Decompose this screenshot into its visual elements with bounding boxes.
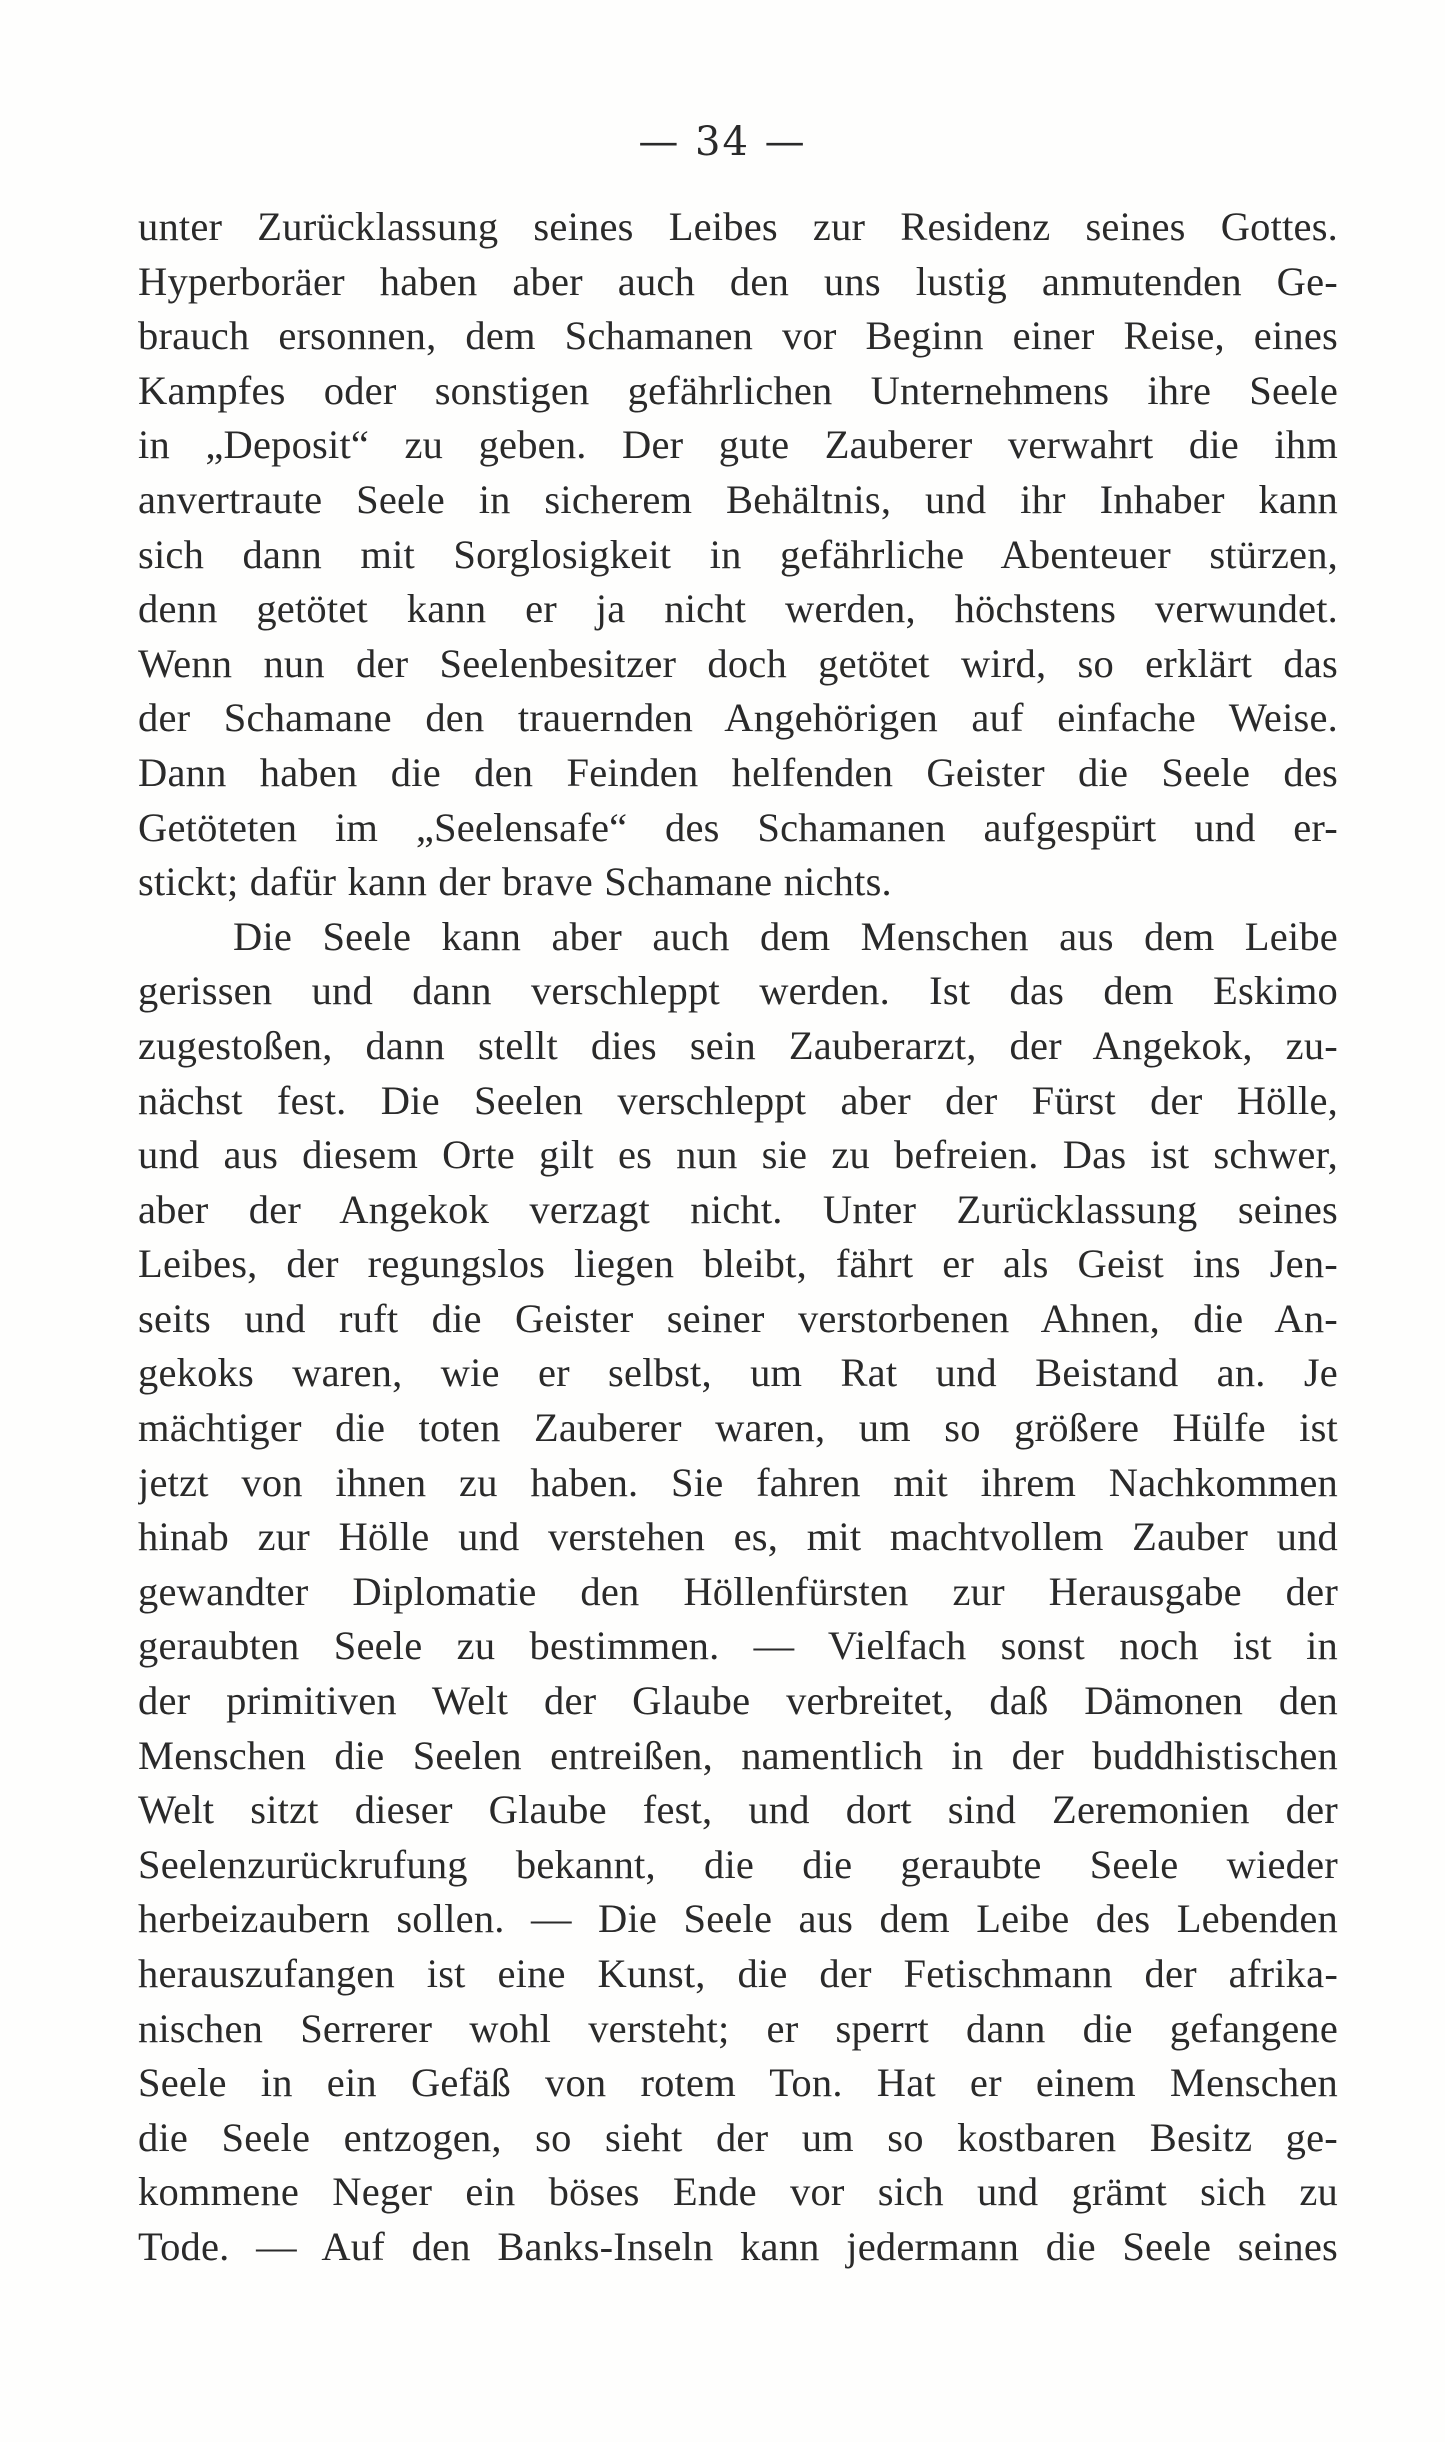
text-line: hinab zur Hölle und verstehen es, mit machtvollem Zauber und	[138, 1514, 1338, 1560]
text-line: der Schamane den trauernden Angehörigen auf einfache Weise.	[138, 695, 1338, 741]
text-line: geraubten Seele zu bestimmen. — Vielfach sonst noch ist in	[138, 1623, 1338, 1669]
text-line: nischen Serrerer wohl versteht; er sperrt dann die gefangene	[138, 2005, 1338, 2051]
text-line: der primitiven Welt der Glaube verbreitet, daß Dämonen den	[138, 1678, 1338, 1724]
text-line: Tode. — Auf den Banks-Inseln kann jedermann die Seele seines	[138, 2223, 1338, 2269]
text-line: gewandter Diplomatie den Höllenfürsten zur Herausgabe der	[138, 1568, 1338, 1614]
paragraph-2	[138, 910, 1338, 2275]
paragraph-1	[138, 200, 1338, 910]
text-line: jetzt von ihnen zu haben. Sie fahren mit ihrem Nachkommen	[138, 1459, 1338, 1505]
text-line: in „Deposit“ zu geben. Der gute Zauberer verwahrt die ihm	[138, 422, 1338, 468]
text-line: anvertraute Seele in sicherem Behältnis, und ihr Inhaber kann	[138, 476, 1338, 522]
text-line: mächtiger die toten Zauberer waren, um so größere Hülfe ist	[138, 1405, 1338, 1451]
text-line: stickt; dafür kann der brave Schamane nichts.	[138, 859, 892, 905]
text-line: sich dann mit Sorglosigkeit in gefährliche Abenteuer stürzen,	[138, 531, 1338, 577]
body-text	[138, 200, 1338, 2275]
text-line: herauszufangen ist eine Kunst, die der Fetischmann der afrika-	[138, 1951, 1338, 1996]
text-line: Seele in ein Gefäß von rotem Ton. Hat er einem Menschen	[138, 2060, 1338, 2106]
text-line: Wenn nun der Seelenbesitzer doch getötet wird, so erklärt das	[138, 640, 1338, 686]
text-line: gerissen und dann verschleppt werden. Ist das dem Eskimo	[138, 968, 1338, 1014]
text-line: herbeizaubern sollen. — Die Seele aus dem Leibe des Lebenden	[138, 1896, 1338, 1942]
text-line: Dann haben die den Feinden helfenden Geister die Seele des	[138, 749, 1338, 795]
text-line: Menschen die Seelen entreißen, namentlich in der buddhistischen	[138, 1732, 1338, 1778]
text-line: Die Seele kann aber auch dem Menschen aus dem Leibe	[233, 913, 1338, 959]
text-line: seits und ruft die Geister seiner verstorbenen Ahnen, die An-	[138, 1295, 1338, 1341]
text-line: Getöteten im „Seelensafe“ des Schamanen aufgespürt und er-	[138, 804, 1338, 850]
text-line: aber der Angekok verzagt nicht. Unter Zurücklassung seines	[138, 1186, 1338, 1232]
text-line: Seelenzurückrufung bekannt, die die geraubte Seele wieder	[138, 1841, 1338, 1887]
text-line: Welt sitzt dieser Glaube fest, und dort sind Zeremonien der	[138, 1787, 1338, 1833]
text-line: unter Zurücklassung seines Leibes zur Residenz seines Gottes.	[138, 204, 1338, 249]
text-line: die Seele entzogen, so sieht der um so kostbaren Besitz ge-	[138, 2114, 1338, 2160]
text-line: nächst fest. Die Seelen verschleppt aber der Fürst der Hölle,	[138, 1077, 1338, 1123]
text-line: Hyperboräer haben aber auch den uns lustig anmutenden Ge-	[138, 258, 1338, 304]
text-line: zugestoßen, dann stellt dies sein Zauberarzt, der Angekok, zu-	[138, 1022, 1338, 1068]
page-number: — 34 —	[638, 119, 807, 165]
text-line: gekoks waren, wie er selbst, um Rat und Beistand an. Je	[138, 1350, 1338, 1396]
text-line: brauch ersonnen, dem Schamanen vor Beginn einer Reise, eines	[138, 313, 1338, 359]
text-line: kommene Neger ein böses Ende vor sich und grämt sich zu	[138, 2169, 1338, 2215]
text-line: denn getötet kann er ja nicht werden, höchstens verwundet.	[138, 586, 1338, 632]
text-line: und aus diesem Orte gilt es nun sie zu befreien. Das ist schwer,	[138, 1132, 1338, 1178]
text-line: Kampfes oder sonstigen gefährlichen Unternehmens ihre Seele	[138, 367, 1338, 413]
text-line: Leibes, der regungslos liegen bleibt, fährt er als Geist ins Jen-	[138, 1241, 1338, 1287]
